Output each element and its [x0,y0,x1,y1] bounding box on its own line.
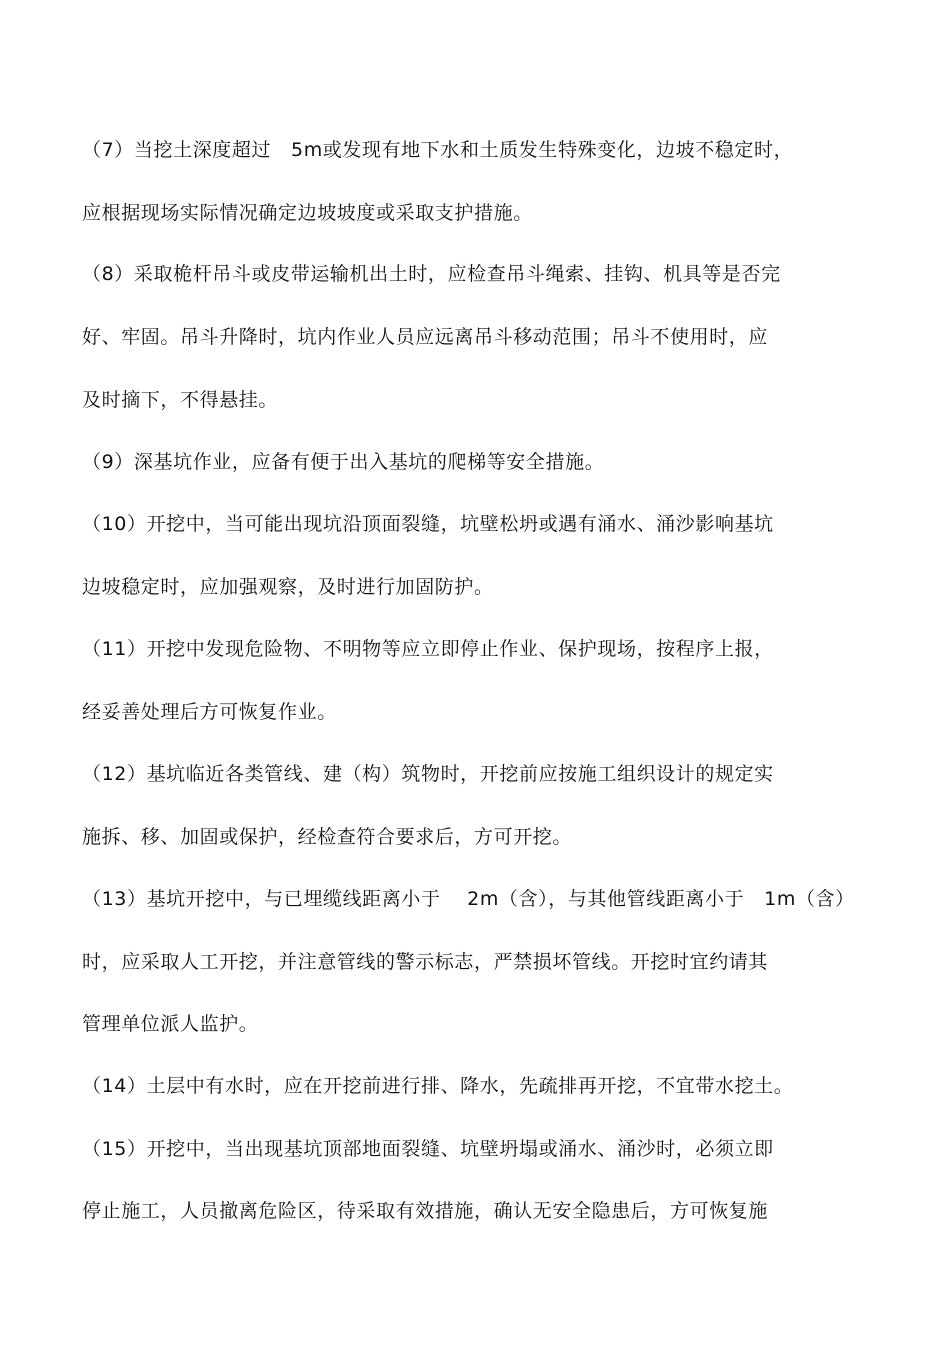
text-line: 及时摘下，不得悬挂。 [82,389,279,411]
text-line: （14）土层中有水时，应在开挖前进行排、降水，先疏排再开挖，不宜带水挖土。 [82,1075,794,1097]
text-line: 经妥善处理后方可恢复作业。 [82,701,337,723]
text-line: （10）开挖中，当可能出现坑沿顶面裂缝，坑壁松坍或遇有涌水、涌沙影响基坑 [82,513,774,535]
text-line: （8）采取桅杆吊斗或皮带运输机出土时，应检查吊斗绳索、挂钩、机具等是否完 [82,263,781,285]
text-line: （15）开挖中，当出现基坑顶部地面裂缝、坑壁坍塌或涌水、涌沙时，必须立即 [82,1138,774,1160]
text-line: （13）基坑开挖中，与已埋缆线距离小于 2m（含），与其他管线距离小于 1m（含） [82,888,855,910]
text-line: 管理单位派人监护。 [82,1013,259,1035]
text-line: （11）开挖中发现危险物、不明物等应立即停止作业、保护现场，按程序上报， [82,638,774,660]
text-line: 施拆、移、加固或保护，经检查符合要求后，方可开挖。 [82,826,573,848]
text-line: 停止施工，人员撤离危险区，待采取有效措施，确认无安全隐患后，方可恢复施 [82,1200,769,1222]
text-line: 应根据现场实际情况确定边坡坡度或采取支护措施。 [82,202,533,224]
text-line: 时，应采取人工开挖，并注意管线的警示标志，严禁损坏管线。开挖时宜约请其 [82,951,769,973]
text-line: 边坡稳定时，应加强观察，及时进行加固防护。 [82,576,494,598]
text-line: （7）当挖土深度超过 5m或发现有地下水和土质发生特殊变化，边坡不稳定时， [82,139,794,161]
text-line: （12）基坑临近各类管线、建（构）筑物时，开挖前应按施工组织设计的规定实 [82,763,774,785]
text-line: 好、牢固。吊斗升降时，坑内作业人员应远离吊斗移动范围；吊斗不使用时，应 [82,326,769,348]
text-line: （9）深基坑作业，应备有便于出入基坑的爬梯等安全措施。 [82,451,605,473]
